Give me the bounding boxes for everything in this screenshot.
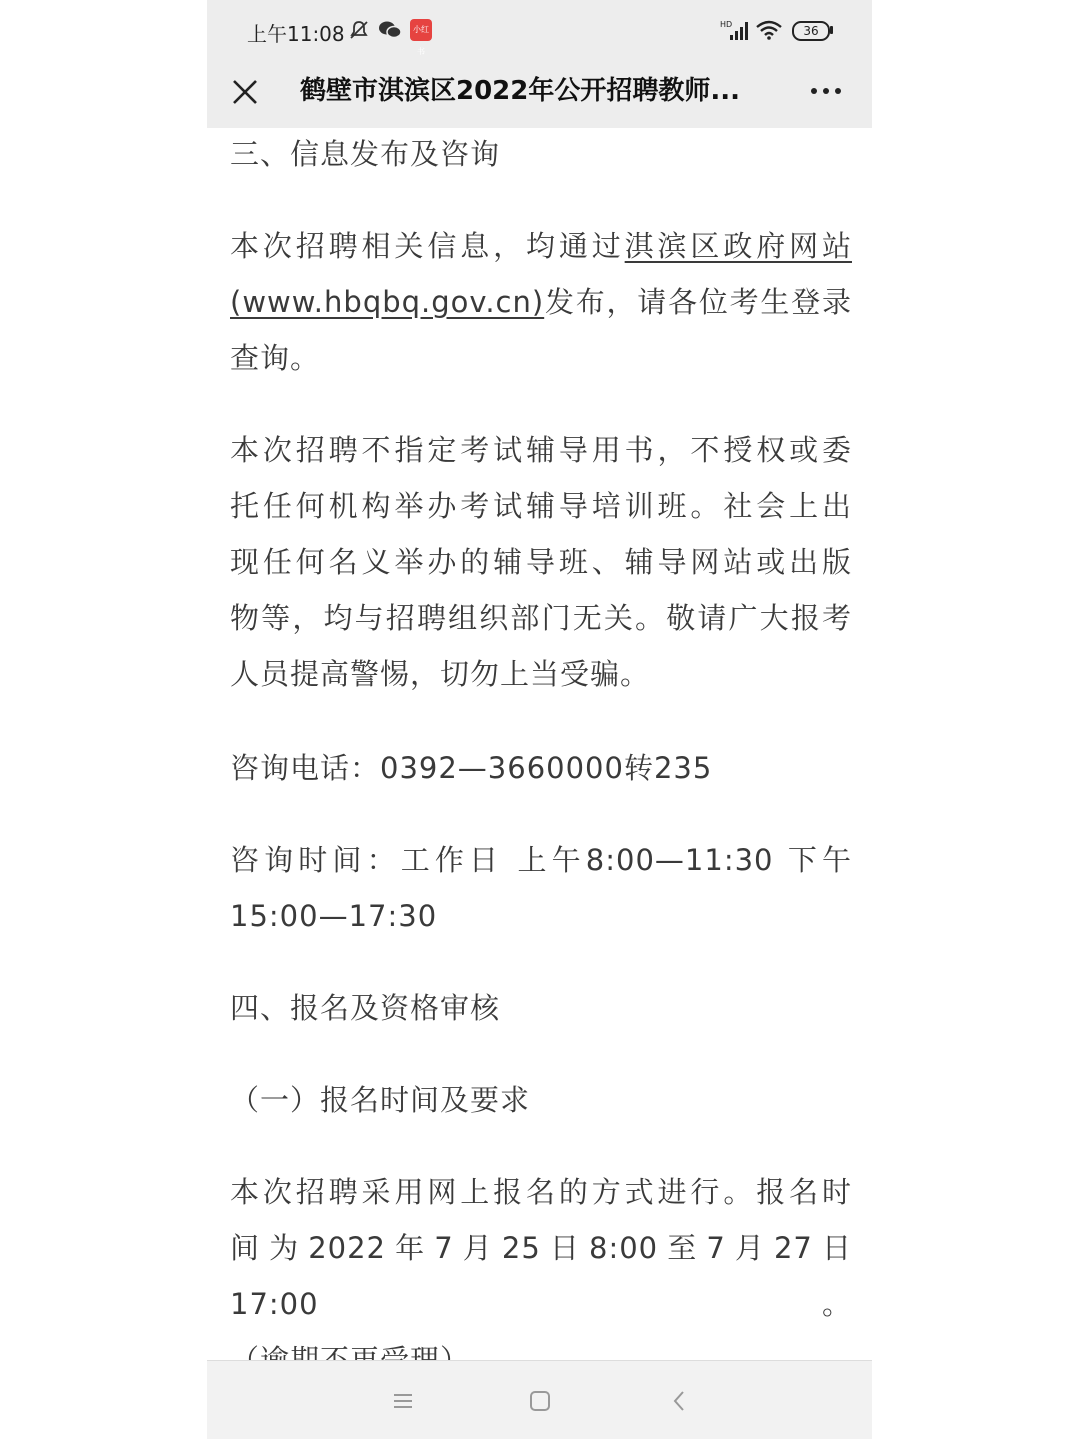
gov-url-link[interactable]: (www.hbqbq.gov.cn) — [230, 285, 545, 319]
close-icon — [225, 72, 265, 112]
network-label: HD — [720, 20, 733, 29]
wifi-icon — [755, 18, 783, 42]
system-nav-bar — [207, 1360, 872, 1439]
registration-paragraph — [230, 1164, 852, 1388]
hours-line-2: 15:00—17:30 — [230, 899, 438, 933]
more-button[interactable] — [802, 76, 852, 106]
sub1-heading: （一）报名时间及要求 — [230, 1083, 531, 1117]
menu-icon — [391, 1391, 415, 1411]
home-key[interactable] — [520, 1383, 560, 1419]
page-title: 鹤壁市淇滨区2022年公开招聘教师... — [300, 76, 740, 106]
battery-indicator: 36 — [792, 21, 830, 41]
gov-site-link[interactable]: 淇滨区政府网站 — [624, 229, 852, 263]
info-text-post: 发布，请各位考生登录 — [544, 285, 852, 319]
wechat-icon — [377, 18, 403, 42]
signal-icon — [719, 18, 749, 42]
status-time: 上午11:08 — [247, 22, 345, 46]
top-bar — [207, 0, 872, 128]
info-paragraph — [230, 218, 852, 386]
consult-phone: 咨询电话：0392—3660000转235 — [230, 751, 713, 785]
hours-line-1: 咨询时间：工作日 上午8:00—11:30 下午 — [230, 843, 852, 877]
consult-hours — [230, 832, 852, 944]
section4-heading: 四、报名及资格审核 — [230, 991, 501, 1025]
close-button[interactable] — [225, 72, 265, 112]
notice-line: 人员提高警惕，切勿上当受骗。 — [230, 657, 651, 691]
notice-line: 托任何机构举办考试辅导培训班。社会上出 — [230, 489, 852, 523]
info-line-3: 查询。 — [230, 341, 321, 375]
info-line-1 — [230, 218, 852, 274]
battery-tip — [830, 26, 833, 34]
registration-line: 本次招聘采用网上报名的方式进行。报名时 — [230, 1175, 852, 1209]
info-text-pre: 本次招聘相关信息，均通过 — [230, 229, 625, 263]
red-app-icon: 小红书 — [409, 18, 433, 42]
phone-screen — [207, 0, 872, 1439]
mute-icon — [347, 18, 371, 42]
menu-key[interactable] — [383, 1383, 423, 1419]
notice-line: 现任何名义举办的辅导班、辅导网站或出版 — [230, 545, 852, 579]
back-icon — [669, 1389, 689, 1413]
nav-bar — [207, 60, 872, 128]
notice-paragraph — [230, 422, 852, 702]
section3-heading: 三、信息发布及咨询 — [230, 137, 501, 171]
back-key[interactable] — [659, 1383, 699, 1419]
registration-line: 间为2022年7月25日8:00至7月27日17:00。 — [230, 1231, 852, 1321]
home-icon — [528, 1389, 552, 1413]
notice-line: 本次招聘不指定考试辅导用书，不授权或委 — [230, 433, 852, 467]
status-bar — [207, 0, 872, 60]
more-icon — [802, 76, 852, 106]
notice-line: 物等，均与招聘组织部门无关。敬请广大报考 — [230, 601, 852, 635]
info-line-2 — [230, 274, 852, 330]
